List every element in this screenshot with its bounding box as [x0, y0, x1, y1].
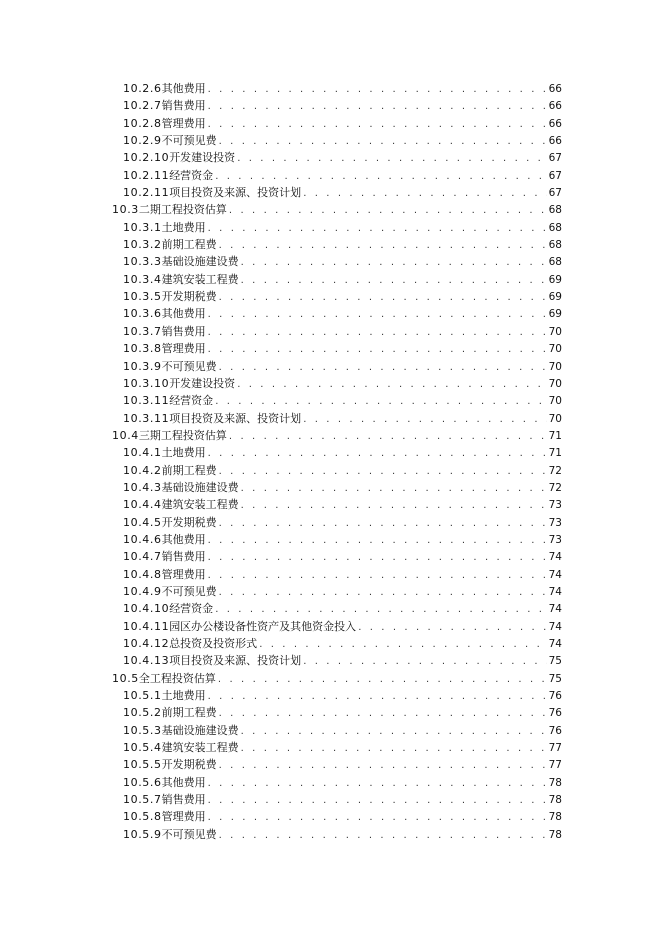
toc-dot-leader [208, 549, 547, 566]
toc-entry[interactable] [112, 97, 562, 114]
toc-entry-number: 10.5.6 [123, 775, 162, 789]
toc-entry-number: 10.3.11 [123, 411, 170, 425]
toc-entry-number: 10.5 [112, 671, 139, 685]
toc-entry-title: 管理费用 [161, 567, 206, 581]
toc-dot-leader [208, 324, 547, 341]
toc-dot-leader [219, 757, 547, 774]
toc-entry[interactable] [112, 687, 562, 704]
toc-entry-number: 10.5.4 [123, 741, 162, 755]
toc-entry-page: 66 [548, 135, 562, 148]
toc-entry[interactable] [112, 323, 562, 340]
toc-dot-leader [219, 463, 547, 480]
toc-entry[interactable] [112, 791, 562, 808]
toc-entry-title: 管理费用 [161, 810, 206, 824]
toc-entry[interactable] [112, 722, 562, 739]
toc-entry-page: 76 [548, 707, 562, 720]
toc-entry-page: 68 [548, 239, 562, 252]
toc-entry-title: 前期工程费 [161, 706, 217, 720]
toc-dot-leader [219, 359, 547, 376]
toc-entry-page: 69 [548, 273, 562, 286]
toc-entry-title: 管理费用 [161, 116, 206, 130]
toc-entry[interactable] [112, 462, 562, 479]
toc-entry-title: 经营资金 [169, 602, 214, 616]
toc-entry-number: 10.5.2 [123, 706, 162, 720]
toc-dot-leader [219, 705, 547, 722]
toc-entry-title: 土地费用 [161, 220, 206, 234]
toc-entry-number: 10.3.2 [123, 238, 162, 252]
toc-entry-title: 经营资金 [169, 168, 214, 182]
toc-entry-title: 园区办公楼设备性资产及其他资金投入 [169, 619, 357, 633]
toc-entry-page: 74 [548, 568, 562, 581]
toc-entry[interactable] [112, 392, 562, 409]
toc-entry-page: 68 [548, 256, 562, 269]
toc-entry-page: 68 [548, 221, 562, 234]
toc-dot-leader [208, 809, 547, 826]
toc-entry-page: 75 [548, 655, 562, 668]
toc-entry[interactable] [112, 236, 562, 253]
toc-dot-leader [208, 116, 547, 133]
toc-entry-title: 基础设施建设费 [161, 480, 239, 494]
toc-entry-number: 10.4.2 [123, 463, 162, 477]
toc-entry-page: 66 [548, 117, 562, 130]
toc-entry-page: 74 [548, 620, 562, 633]
toc-dot-leader [208, 81, 547, 98]
toc-entry-number: 10.3.6 [123, 307, 162, 321]
toc-entry-number: 10.5.1 [123, 689, 162, 703]
toc-entry[interactable] [112, 496, 562, 513]
toc-entry-number: 10.4.6 [123, 532, 162, 546]
toc-entry[interactable] [112, 514, 562, 531]
toc-dot-leader [219, 237, 547, 254]
toc-entry-number: 10.3.3 [123, 255, 162, 269]
toc-entry-number: 10.2.9 [123, 134, 162, 148]
toc-entry-page: 74 [548, 603, 562, 616]
toc-entry-title: 其他费用 [161, 775, 206, 789]
toc-entry[interactable] [112, 548, 562, 565]
toc-entry[interactable] [112, 600, 562, 617]
toc-entry-number: 10.4.1 [123, 446, 162, 460]
toc-entry-title: 三期工程投资估算 [138, 428, 227, 442]
toc-entry-title: 土地费用 [161, 446, 206, 460]
toc-dot-leader [208, 688, 547, 705]
toc-dot-leader [219, 584, 547, 601]
toc-entry-title: 总投资及投资形式 [169, 637, 258, 650]
toc-entry-page: 66 [548, 83, 562, 95]
toc-entry-number: 10.4.5 [123, 515, 162, 529]
toc-entry-number: 10.4.10 [123, 602, 170, 616]
toc-entry-title: 基础设施建设费 [161, 723, 239, 737]
toc-entry-number: 10.5.9 [123, 827, 162, 841]
toc-entry-title: 基础设施建设费 [161, 255, 239, 269]
toc-dot-leader [241, 497, 547, 514]
toc-entry-page: 76 [548, 690, 562, 703]
toc-entry-number: 10.4.4 [123, 498, 162, 512]
toc-entry-title: 其他费用 [161, 532, 206, 546]
toc-dot-leader [219, 133, 547, 150]
toc-dot-leader [237, 150, 546, 167]
toc-entry-page: 77 [548, 742, 562, 755]
toc-entry-number: 10.2.7 [123, 99, 162, 113]
toc-dot-leader [241, 480, 547, 497]
toc-entry-title: 管理费用 [161, 342, 206, 356]
toc-entry-number: 10.3.9 [123, 359, 162, 373]
toc-entry-number: 10.2.11 [123, 186, 170, 200]
toc-entry-page: 71 [548, 429, 562, 442]
toc-entry-number: 10.4.8 [123, 567, 162, 581]
toc-entry[interactable] [112, 444, 562, 461]
toc-dot-leader [219, 289, 547, 306]
toc-entry-page: 76 [548, 724, 562, 737]
toc-entry-number: 10.4.3 [123, 480, 162, 494]
toc-entry[interactable] [112, 167, 562, 184]
toc-entry-page: 78 [548, 776, 562, 789]
toc-entry-number: 10.2.8 [123, 116, 162, 130]
toc-entry[interactable] [112, 808, 562, 825]
toc-entry[interactable] [112, 739, 562, 756]
toc-entry[interactable] [112, 635, 562, 652]
toc-entry-page: 72 [548, 481, 562, 494]
toc-dot-leader [241, 272, 547, 289]
toc-entry-title: 其他费用 [161, 307, 206, 321]
toc-entry-number: 10.4.13 [123, 654, 170, 668]
toc-entry-number: 10.3 [112, 203, 139, 217]
toc-dot-leader [215, 393, 546, 410]
toc-entry[interactable] [112, 566, 562, 583]
toc-dot-leader [208, 567, 547, 584]
toc-dot-leader [303, 653, 546, 670]
toc-entry-title: 经营资金 [169, 394, 214, 408]
toc-entry-title: 项目投资及来源、投资计划 [169, 411, 302, 425]
toc-entry[interactable] [112, 184, 562, 201]
toc-entry-number: 10.3.11 [123, 394, 170, 408]
toc-entry[interactable] [112, 427, 562, 444]
toc-dot-leader [303, 411, 546, 428]
toc-dot-leader [208, 98, 547, 115]
toc-dot-leader [208, 775, 547, 792]
toc-dot-leader [259, 636, 546, 653]
toc-entry-number: 10.3.5 [123, 290, 162, 304]
toc-entry-title: 不可预见费 [161, 827, 217, 841]
toc-entry[interactable] [112, 479, 562, 496]
toc-entry-title: 建筑安装工程费 [161, 272, 239, 286]
toc-entry-page: 70 [548, 343, 562, 356]
toc-entry-number: 10.5.3 [123, 723, 162, 737]
toc-dot-leader [208, 445, 547, 462]
toc-entry-page: 68 [548, 204, 562, 217]
toc-entry-page: 77 [548, 759, 562, 772]
table-of-contents [112, 80, 562, 843]
toc-entry[interactable] [112, 132, 562, 149]
toc-entry-title: 不可预见费 [161, 134, 217, 148]
toc-entry[interactable] [112, 149, 562, 166]
toc-entry[interactable] [112, 531, 562, 548]
toc-dot-leader [208, 532, 547, 549]
toc-entry-title: 销售费用 [161, 793, 206, 807]
toc-dot-leader [241, 254, 547, 271]
toc-entry[interactable] [112, 826, 562, 843]
toc-dot-leader [241, 723, 547, 740]
toc-entry-title: 销售费用 [161, 99, 206, 113]
toc-entry-title: 二期工程投资估算 [138, 203, 227, 217]
toc-entry-number: 10.2.6 [123, 82, 162, 95]
toc-dot-leader [208, 220, 547, 237]
toc-entry-title: 全工程投资估算 [138, 671, 216, 685]
toc-entry-title: 前期工程费 [161, 238, 217, 252]
toc-entry-page: 66 [548, 100, 562, 113]
toc-entry[interactable] [112, 358, 562, 375]
toc-entry[interactable] [112, 219, 562, 236]
toc-dot-leader [208, 306, 547, 323]
toc-entry-page: 67 [548, 152, 562, 165]
toc-entry-page: 69 [548, 308, 562, 321]
toc-entry-page: 73 [548, 516, 562, 529]
toc-entry-page: 70 [548, 412, 562, 425]
toc-entry-number: 10.2.11 [123, 168, 170, 182]
toc-dot-leader [303, 185, 546, 202]
toc-entry-number: 10.3.10 [123, 376, 170, 390]
toc-entry[interactable] [112, 115, 562, 132]
toc-entry-title: 开发期税费 [161, 290, 217, 304]
toc-entry-number: 10.5.5 [123, 758, 162, 772]
toc-dot-leader [219, 515, 547, 532]
toc-entry-page: 74 [548, 638, 562, 650]
toc-entry-number: 10.4.11 [123, 619, 170, 633]
toc-entry-title: 不可预见费 [161, 359, 217, 373]
toc-entry-page: 75 [548, 672, 562, 685]
toc-entry[interactable] [112, 305, 562, 322]
toc-dot-leader [215, 168, 546, 185]
toc-entry-number: 10.2.10 [123, 151, 170, 165]
toc-entry[interactable] [112, 670, 562, 687]
toc-entry-page: 67 [548, 169, 562, 182]
toc-entry-page: 72 [548, 464, 562, 477]
toc-entry[interactable] [112, 583, 562, 600]
toc-entry-title: 项目投资及来源、投资计划 [169, 186, 302, 200]
toc-entry-page: 71 [548, 447, 562, 460]
toc-entry-number: 10.3.1 [123, 220, 162, 234]
toc-dot-leader [237, 376, 546, 393]
toc-entry-page: 69 [548, 291, 562, 304]
toc-entry-number: 10.5.7 [123, 793, 162, 807]
toc-entry-title: 开发期税费 [161, 515, 217, 529]
toc-entry-number: 10.3.7 [123, 324, 162, 338]
toc-entry-title: 开发建设投资 [169, 151, 236, 165]
toc-entry[interactable] [112, 340, 562, 357]
toc-entry[interactable] [112, 375, 562, 392]
toc-dot-leader [241, 740, 547, 757]
toc-entry-title: 开发期税费 [161, 758, 217, 772]
toc-entry-page: 78 [548, 794, 562, 807]
toc-entry-page: 78 [548, 811, 562, 824]
toc-dot-leader [358, 619, 546, 636]
toc-dot-leader [219, 827, 547, 844]
toc-entry[interactable] [112, 704, 562, 721]
toc-entry[interactable] [112, 271, 562, 288]
toc-entry-number: 10.4 [112, 428, 139, 442]
toc-entry[interactable] [112, 618, 562, 635]
toc-entry-page: 73 [548, 499, 562, 512]
toc-entry-title: 开发建设投资 [169, 376, 236, 390]
toc-entry-title: 土地费用 [161, 689, 206, 703]
toc-entry-number: 10.3.4 [123, 272, 162, 286]
toc-entry-title: 建筑安装工程费 [161, 741, 239, 755]
toc-entry-number: 10.4.7 [123, 550, 162, 564]
toc-entry-number: 10.4.12 [123, 637, 170, 650]
toc-entry[interactable] [112, 756, 562, 773]
toc-dot-leader [229, 202, 547, 219]
toc-entry[interactable] [112, 774, 562, 791]
toc-entry-page: 78 [548, 828, 562, 841]
toc-entry[interactable] [112, 80, 562, 97]
toc-dot-leader [229, 428, 547, 445]
toc-entry-page: 73 [548, 533, 562, 546]
toc-entry-title: 前期工程费 [161, 463, 217, 477]
toc-entry-number: 10.4.9 [123, 584, 162, 598]
toc-entry-title: 项目投资及来源、投资计划 [169, 654, 302, 668]
toc-entry[interactable] [112, 288, 562, 305]
toc-entry[interactable] [112, 201, 562, 218]
toc-entry-page: 67 [548, 187, 562, 200]
toc-entry-title: 不可预见费 [161, 584, 217, 598]
toc-entry-page: 70 [548, 377, 562, 390]
toc-entry-title: 销售费用 [161, 324, 206, 338]
toc-dot-leader [218, 671, 547, 688]
toc-dot-leader [208, 341, 547, 358]
toc-entry-page: 70 [548, 395, 562, 408]
toc-dot-leader [208, 792, 547, 809]
toc-entry-page: 74 [548, 551, 562, 564]
toc-entry-title: 建筑安装工程费 [161, 498, 239, 512]
toc-entry-title: 销售费用 [161, 550, 206, 564]
toc-entry[interactable] [112, 410, 562, 427]
toc-entry-page: 74 [548, 585, 562, 598]
toc-entry-page: 70 [548, 325, 562, 338]
toc-entry-title: 其他费用 [161, 82, 206, 95]
toc-entry[interactable] [112, 652, 562, 669]
toc-entry-page: 70 [548, 360, 562, 373]
toc-entry-number: 10.3.8 [123, 342, 162, 356]
toc-entry-number: 10.5.8 [123, 810, 162, 824]
toc-dot-leader [215, 601, 546, 618]
toc-entry[interactable] [112, 253, 562, 270]
